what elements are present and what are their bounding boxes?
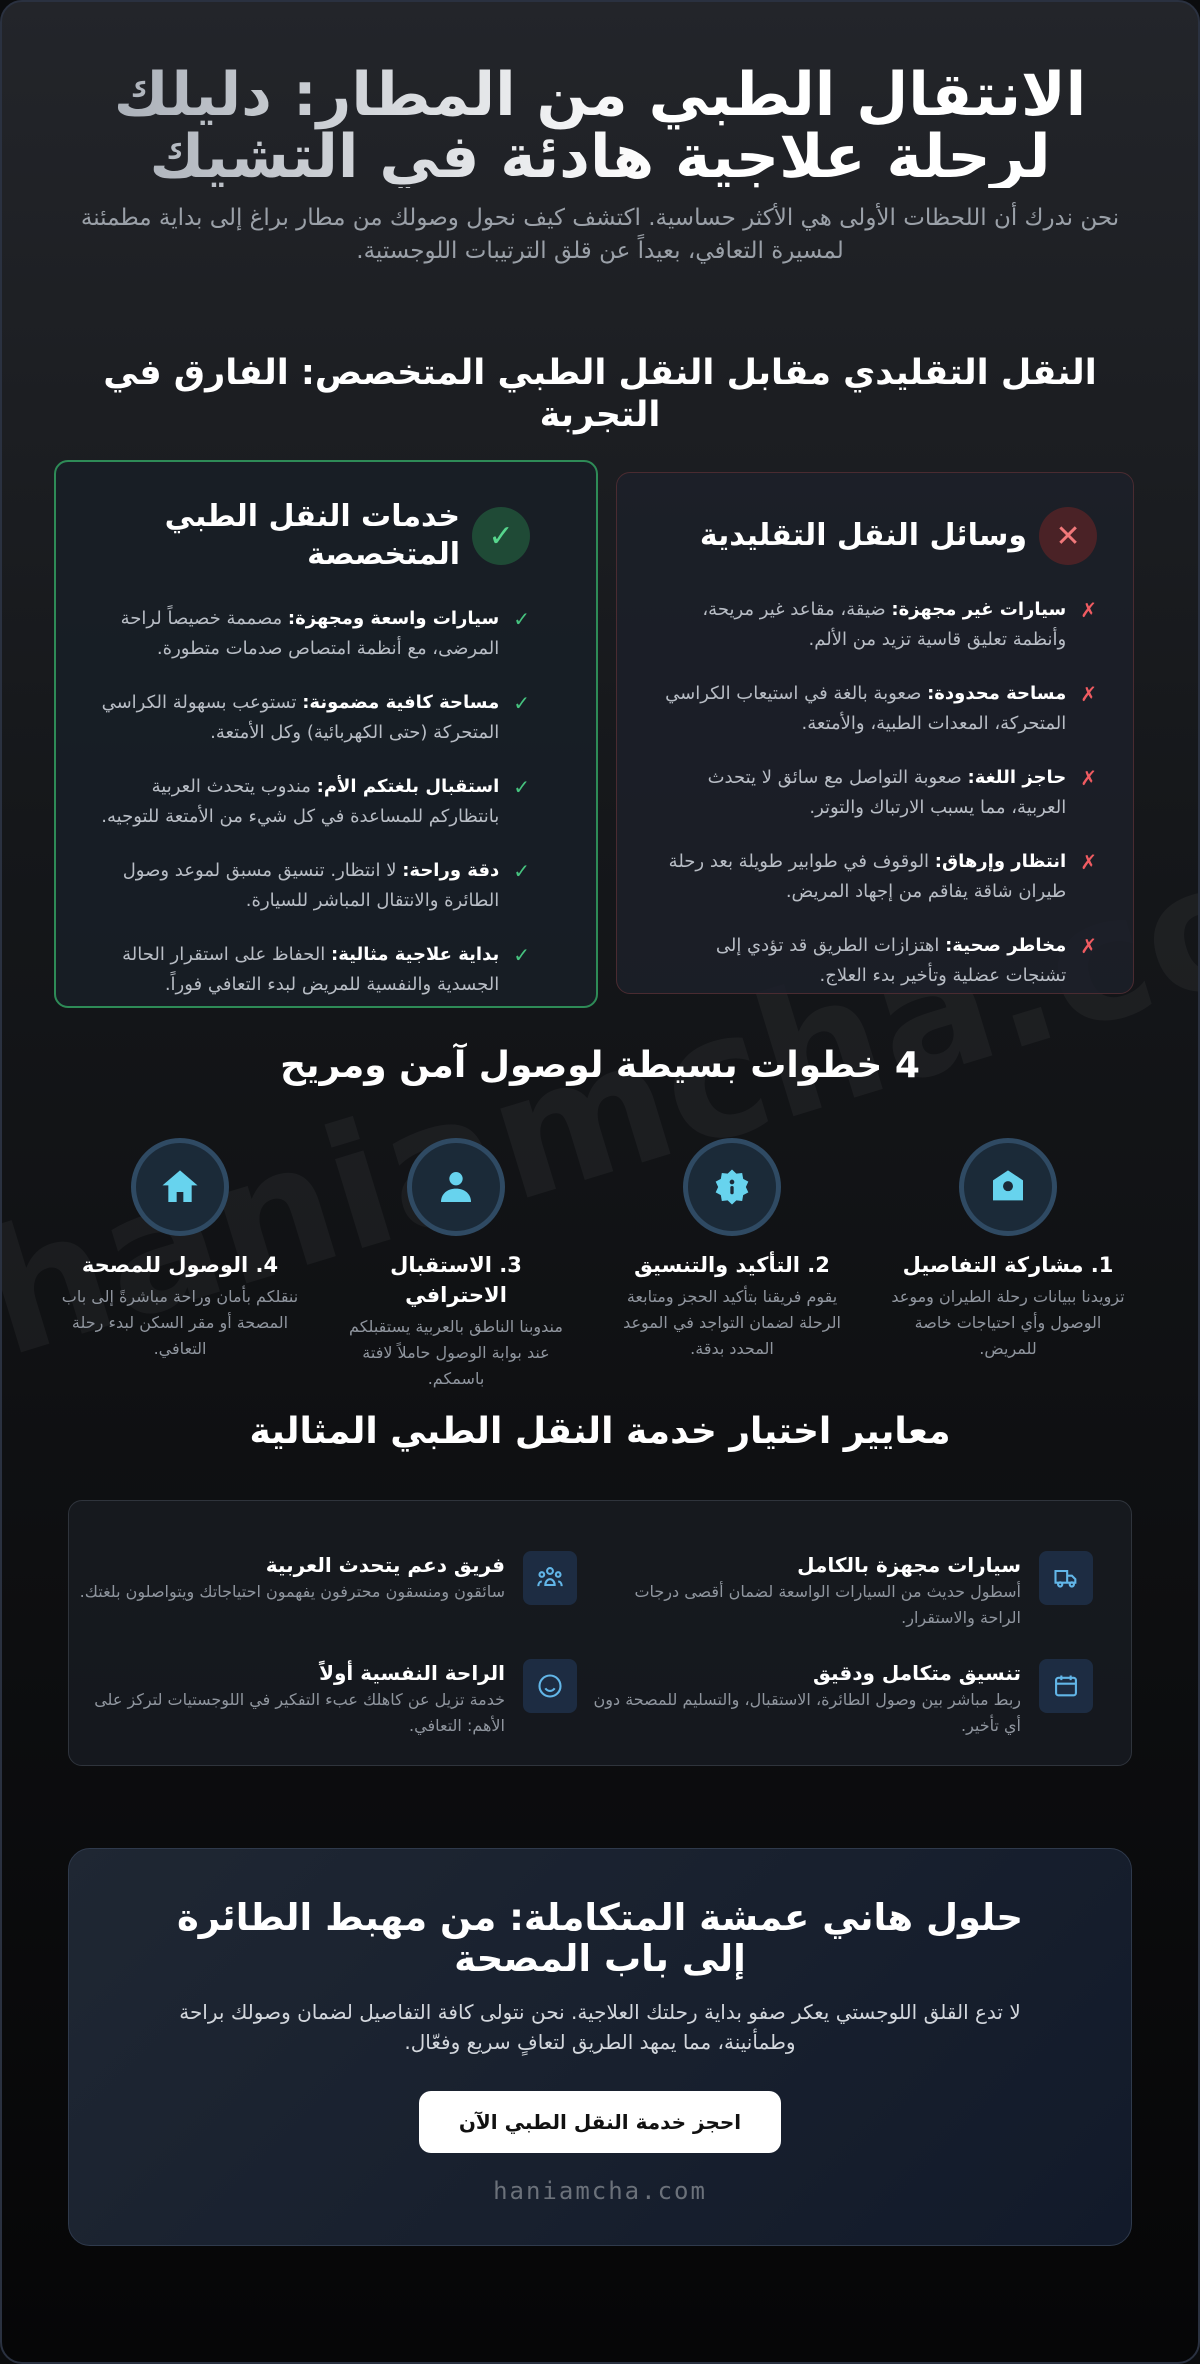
cta-text: لا تدع القلق اللوجستي يعكر صفو بداية رحلتك العلاجية. نحن نتولى كافة التفاصيل لضمان وصولك براحة وطمأنينة، مما يمهد الطريق لتعافٍ سريع وفعّال. bbox=[179, 2000, 1021, 2054]
criterion-description: أسطول حديث من السيارات الواسعة لضمان أقصى درجات الراحة والاستقرار. bbox=[634, 1582, 1021, 1627]
team-icon bbox=[523, 1551, 577, 1605]
criterion-title: الراحة النفسية أولاً bbox=[319, 1661, 505, 1685]
list-item-text: دقة وراحة: لا انتظار. تنسيق مسبق لموعد وصول الطائرة والانتقال المباشر للسيارة. bbox=[122, 860, 500, 911]
list-item-text: بداية علاجية مثالية: الحفاظ على استقرار الحالة الجسدية والنفسية للمريض لبدء التعافي فوراً. bbox=[122, 944, 500, 995]
check-mark-icon: ✓ bbox=[513, 607, 530, 631]
step-description: تزويدنا ببيانات رحلة الطيران وموعد الوصول وأي احتياجات خاصة للمريض. bbox=[891, 1287, 1125, 1358]
list-item-text: انتظار وإرهاق: الوقوف في طوابير طويلة بعد رحلة طيران شاقة يفاقم من إجهاد المريض. bbox=[668, 851, 1067, 902]
list-item bbox=[657, 763, 1097, 823]
list-item bbox=[657, 931, 1097, 991]
step-title: 4. الوصول للمصحة bbox=[81, 1253, 279, 1277]
step-description: ننقلكم بأمان وراحة مباشرةً إلى باب المصحة أو مقر السكن لبدء رحلة التعافي. bbox=[61, 1287, 299, 1358]
criterion-item bbox=[77, 1659, 577, 1739]
home-icon bbox=[131, 1138, 229, 1236]
traditional-card-title: وسائل النقل التقليدية bbox=[699, 518, 1027, 553]
list-item-text: استقبال بلغتكم الأم: مندوب يتحدث العربية بانتظاركم للمساعدة في كل شيء من الأمتعة للتوجيه. bbox=[101, 776, 500, 827]
list-item-text: مساحة كافية مضمونة: تستوعب بسهولة الكراسي المتحركة (حتى الكهربائية) وكل الأمتعة. bbox=[101, 692, 500, 743]
specialized-card bbox=[54, 460, 598, 1008]
check-mark-icon: ✓ bbox=[513, 943, 530, 967]
specialized-card-title: خدمات النقل الطبي المتخصصة bbox=[164, 499, 460, 572]
steps-section bbox=[2, 1108, 1198, 1388]
criterion-title: فريق دعم يتحدث العربية bbox=[265, 1553, 505, 1577]
x-icon: ✕ bbox=[1039, 507, 1097, 565]
list-item bbox=[657, 679, 1097, 739]
brand-name: haniamcha.com bbox=[493, 2177, 707, 2205]
list-item bbox=[657, 847, 1097, 907]
traditional-card bbox=[616, 472, 1134, 994]
criteria-title: معايير اختيار خدمة النقل الطبي المثالية bbox=[249, 1411, 951, 1452]
smile-icon bbox=[523, 1659, 577, 1713]
truck-icon bbox=[1039, 1551, 1093, 1605]
list-item bbox=[96, 772, 530, 832]
book-transfer-button[interactable]: احجز خدمة النقل الطبي الآن bbox=[419, 2091, 781, 2153]
cross-mark-icon: ✗ bbox=[1080, 598, 1097, 622]
criterion-item bbox=[77, 1551, 577, 1605]
list-item bbox=[96, 856, 530, 916]
list-item-text: حاجز اللغة: صعوبة التواصل مع سائق لا يتحدث العربية، مما يسبب الارتباك والتوتر. bbox=[707, 767, 1067, 818]
specialized-card-header bbox=[96, 498, 530, 574]
comparison-section bbox=[2, 436, 1198, 996]
criterion-item bbox=[593, 1659, 1093, 1739]
list-item bbox=[96, 940, 530, 1000]
check-mark-icon: ✓ bbox=[513, 775, 530, 799]
comparison-title: النقل التقليدي مقابل النقل الطبي المتخصص: الفارق في التجربة bbox=[103, 353, 1097, 435]
specialized-list bbox=[96, 604, 530, 1000]
list-item-text: سيارات غير مجهزة: ضيقة، مقاعد غير مريحة، وأنظمة تعليق قاسية تزيد من الألم. bbox=[702, 599, 1067, 650]
criterion-description: ربط مباشر بين وصول الطائرة، الاستقبال، والتسليم للمصحة دون أي تأخير. bbox=[593, 1690, 1021, 1735]
step-title: 1. مشاركة التفاصيل bbox=[902, 1253, 1114, 1277]
criterion-description: خدمة تزيل عن كاهلك عبء التفكير في اللوجستيات لتركز على الأهم: التعافي. bbox=[94, 1690, 505, 1735]
list-item-text: مساحة محدودة: صعوبة بالغة في استيعاب الكراسي المتحركة، المعدات الطبية، والأمتعة. bbox=[665, 683, 1067, 734]
traditional-card-header bbox=[657, 507, 1097, 565]
step-title: 2. التأكيد والتنسيق bbox=[634, 1253, 830, 1277]
step-description: يقوم فريقنا بتأكيد الحجز ومتابعة الرحلة لضمان التواجد في الموعد المحدد بدقة. bbox=[623, 1287, 841, 1358]
criterion-title: سيارات مجهزة بالكامل bbox=[797, 1553, 1021, 1577]
step-2 bbox=[612, 1138, 852, 1362]
cross-mark-icon: ✗ bbox=[1080, 682, 1097, 706]
badge-check-icon bbox=[683, 1138, 781, 1236]
step-1 bbox=[888, 1138, 1128, 1362]
step-description: مندوبنا الناطق بالعربية يستقبلكم عند بوابة الوصول حاملاً لافتة باسمكم. bbox=[349, 1317, 563, 1388]
check-icon: ✓ bbox=[472, 507, 530, 565]
cross-mark-icon: ✗ bbox=[1080, 850, 1097, 874]
check-mark-icon: ✓ bbox=[513, 691, 530, 715]
list-item bbox=[657, 595, 1097, 655]
list-item-text: سيارات واسعة ومجهزة: مصممة خصيصاً لراحة المرضى، مع أنظمة امتصاص صدمات متطورة. bbox=[120, 608, 500, 659]
list-item bbox=[96, 688, 530, 748]
step-title: 3. الاستقبال الاحترافي bbox=[390, 1253, 522, 1307]
person-icon bbox=[407, 1138, 505, 1236]
criterion-title: تنسيق متكامل ودقيق bbox=[812, 1661, 1021, 1685]
step-4 bbox=[60, 1138, 300, 1362]
cta-title: حلول هاني عمشة المتكاملة: من مهبط الطائرة إلى باب المصحة bbox=[176, 1896, 1024, 1980]
criteria-section bbox=[68, 1500, 1132, 1766]
traditional-list bbox=[657, 595, 1097, 991]
cross-mark-icon: ✗ bbox=[1080, 766, 1097, 790]
cta-section bbox=[68, 1848, 1132, 2246]
list-item bbox=[96, 604, 530, 664]
envelope-icon bbox=[959, 1138, 1057, 1236]
hero-subtitle: نحن ندرك أن اللحظات الأولى هي الأكثر حساسية. اكتشف كيف نحول وصولك من مطار براغ إلى بداية مطمئنة لمسيرة التعافي، بعيداً عن قلق الترتيبات اللوجستية. bbox=[80, 205, 1120, 264]
criterion-description: سائقون ومنسقون محترفون يفهمون احتياجاتك ويتواصلون بلغتك. bbox=[79, 1582, 505, 1601]
cross-mark-icon: ✗ bbox=[1080, 934, 1097, 958]
list-item-text: مخاطر صحية: اهتزازات الطريق قد تؤدي إلى تشنجات عضلية وتأخير بدء العلاج. bbox=[715, 935, 1067, 986]
hero-section bbox=[2, 2, 1198, 268]
step-3 bbox=[336, 1138, 576, 1392]
criterion-item bbox=[593, 1551, 1093, 1631]
steps-title: 4 خطوات بسيطة لوصول آمن ومريح bbox=[280, 1045, 920, 1086]
check-mark-icon: ✓ bbox=[513, 859, 530, 883]
hero-title: الانتقال الطبي من المطار: دليلك لرحلة علاجية هادئة في التشيك bbox=[2, 64, 1198, 188]
calendar-icon bbox=[1039, 1659, 1093, 1713]
